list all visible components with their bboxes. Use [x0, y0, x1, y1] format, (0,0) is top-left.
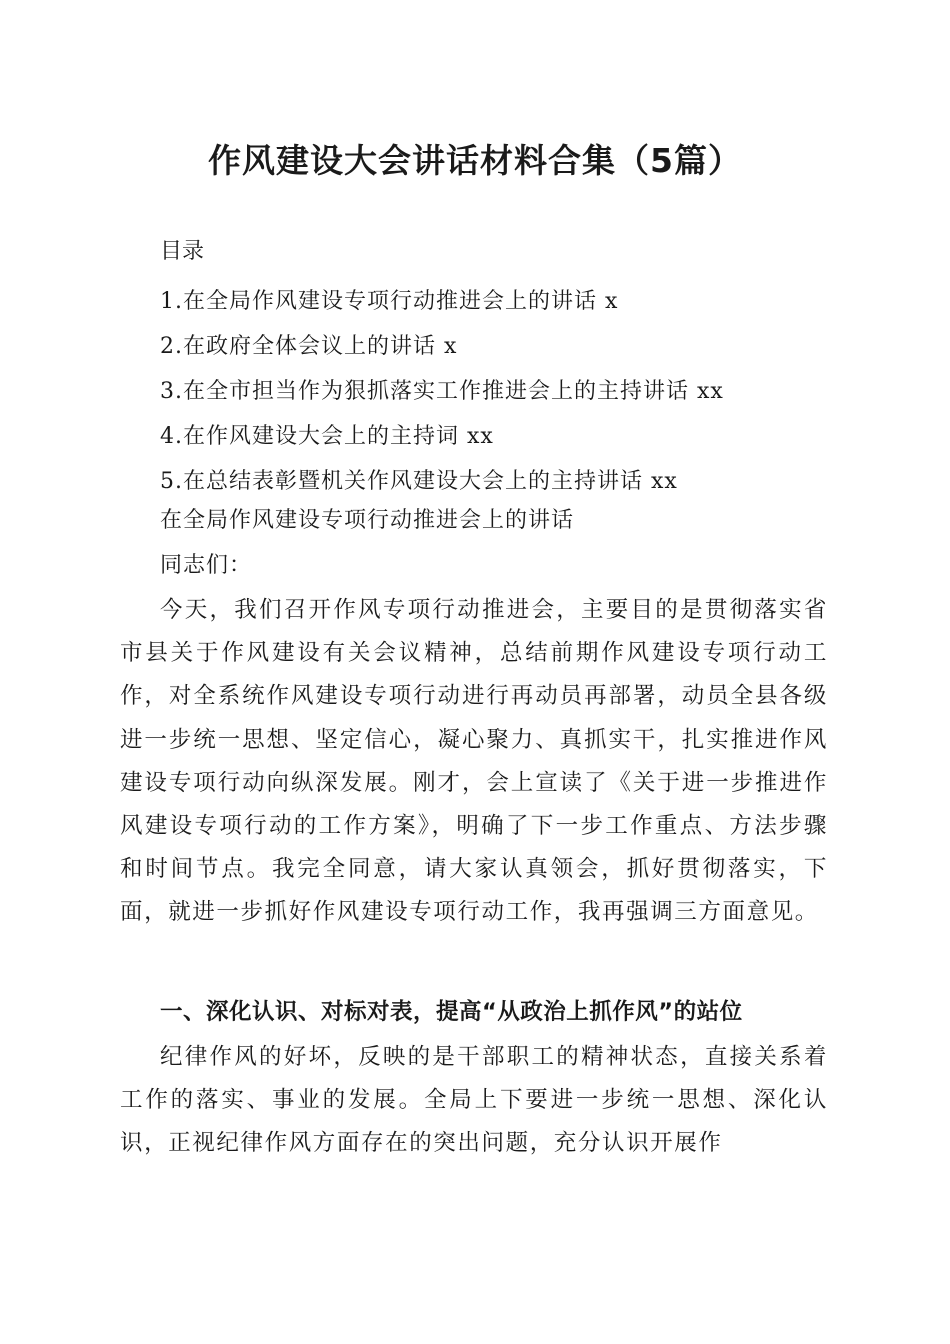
toc-item: 4.在作风建设大会上的主持词 xx [160, 424, 494, 449]
body-paragraph: 纪律作风的好坏，反映的是干部职工的精神状态，直接关系着工作的落实、事业的发展。全局上下要进一步统一思想、深化认识，正视纪律作风方面存在的突出问题，充分认识开展作 [120, 1044, 828, 1157]
salutation: 同志们： [160, 553, 253, 578]
speech-title: 在全局作风建设专项行动推进会上的讲话 [160, 508, 575, 533]
toc-heading: 目录 [160, 239, 205, 264]
section-heading: 一、深化认识、对标对表，提高“从政治上抓作风”的站位 [160, 999, 743, 1025]
table-of-contents [160, 279, 724, 504]
toc-item: 2.在政府全体会议上的讲话 x [160, 334, 458, 359]
document-title: 作风建设大会讲话材料合集（5篇） [208, 141, 742, 180]
toc-item: 5.在总结表彰暨机关作风建设大会上的主持讲话 xx [160, 469, 678, 494]
body-paragraph: 今天，我们召开作风专项行动推进会，主要目的是贯彻落实省市县关于作风建设有关会议精神，总结前期作风建设专项行动工作，对全系统作风建设专项行动进行再动员再部署，动员全县各级进一步统一思想、坚定信心，凝心聚力、真抓实干，扎实推进作风建设专项行动向纵深发展。刚才，会上宣读了《关于进一步推进作风建设专项行动的工作方案》，明确了下一步工作重点、方法步骤和时间节点。我完全同意，请大家认真领会，抓好贯彻落实，下面，就进一步抓好作风建设专项行动工作，我再强调三方面意见。 [120, 597, 828, 926]
toc-item: 3.在全市担当作为狠抓落实工作推进会上的主持讲话 xx [160, 379, 724, 404]
toc-item: 1.在全局作风建设专项行动推进会上的讲话 x [160, 289, 619, 314]
